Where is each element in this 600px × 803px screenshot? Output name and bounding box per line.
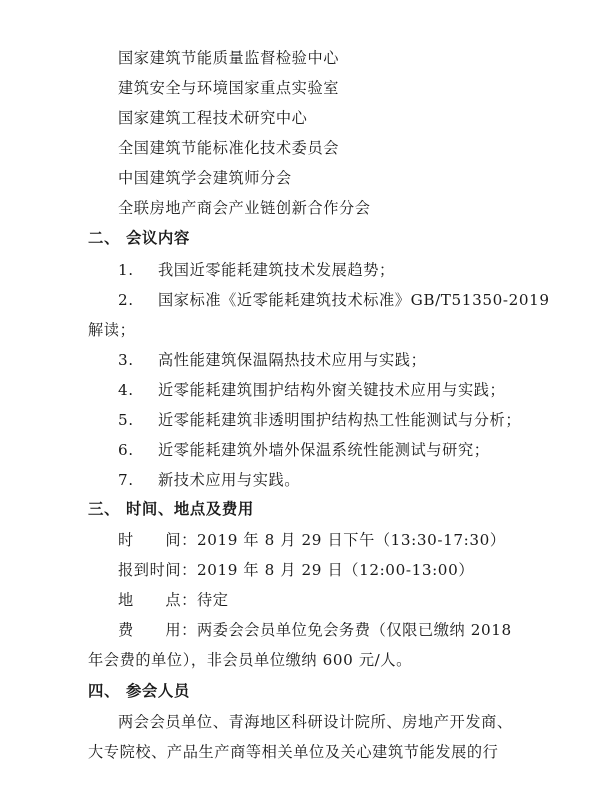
list-item — [118, 470, 300, 490]
attendees-paragraph-line-1: 两会会员单位、青海地区科研设计院所、房地产开发商、 — [118, 713, 513, 731]
list-item — [118, 350, 426, 370]
organizer-3: 国家建筑工程技术研究中心 — [118, 109, 308, 127]
item-number: 1. — [118, 261, 134, 279]
item-text: 我国近零能耗建筑技术发展趋势； — [158, 261, 395, 279]
list-item — [118, 440, 490, 460]
section-heading-attendees: 四、 参会人员 — [88, 682, 190, 700]
item-number: 6. — [118, 441, 134, 459]
registration-label: 报到时间： — [118, 561, 197, 579]
place-row — [118, 590, 229, 610]
item-number: 4. — [118, 381, 134, 399]
fee-continuation: 年会费的单位），非会员单位缴纳 600 元/人。 — [88, 651, 412, 669]
registration-row — [118, 560, 474, 580]
fee-row — [118, 620, 512, 640]
registration-value: 2019 年 8 月 29 日（12:00-13:00） — [196, 561, 475, 579]
organizer-6: 全联房地产商会产业链创新合作分会 — [118, 199, 371, 217]
list-item — [118, 380, 505, 400]
item-text: 近零能耗建筑围护结构外窗关键技术应用与实践； — [158, 381, 506, 399]
list-item — [118, 260, 395, 280]
list-item — [118, 290, 550, 310]
time-row — [118, 530, 506, 550]
section-heading-time-place-fee: 三、 时间、地点及费用 — [88, 500, 254, 518]
organizer-1: 国家建筑节能质量监督检验中心 — [118, 49, 340, 67]
time-label: 时 间： — [118, 531, 197, 549]
organizer-5: 中国建筑学会建筑师分会 — [118, 169, 292, 187]
organizer-4: 全国建筑节能标准化技术委员会 — [118, 139, 340, 157]
organizer-2: 建筑安全与环境国家重点实验室 — [118, 79, 340, 97]
list-item — [118, 410, 521, 430]
item-continuation: 解读； — [88, 321, 136, 339]
item-number: 3. — [118, 351, 134, 369]
item-text: 新技术应用与实践。 — [158, 471, 301, 489]
attendees-paragraph-line-2: 大专院校、产品生产商等相关单位及关心建筑节能发展的行 — [88, 743, 499, 761]
item-text: 近零能耗建筑非透明围护结构热工性能测试与分析； — [158, 411, 522, 429]
section-heading-content: 二、 会议内容 — [88, 229, 190, 247]
item-number: 5. — [118, 411, 134, 429]
item-number: 7. — [118, 471, 134, 489]
fee-value: 两委会会员单位免会务费（仅限已缴纳 2018 — [196, 621, 512, 639]
item-text: 高性能建筑保温隔热技术应用与实践； — [158, 351, 427, 369]
item-text: 国家标准《近零能耗建筑技术标准》GB/T51350-2019 — [158, 291, 550, 309]
item-text: 近零能耗建筑外墙外保温系统性能测试与研究； — [158, 441, 490, 459]
fee-label: 费 用： — [118, 621, 197, 639]
time-value: 2019 年 8 月 29 日下午（13:30-17:30） — [196, 531, 506, 549]
place-value: 待定 — [196, 591, 229, 609]
item-number: 2. — [118, 291, 134, 309]
place-label: 地 点： — [118, 591, 197, 609]
